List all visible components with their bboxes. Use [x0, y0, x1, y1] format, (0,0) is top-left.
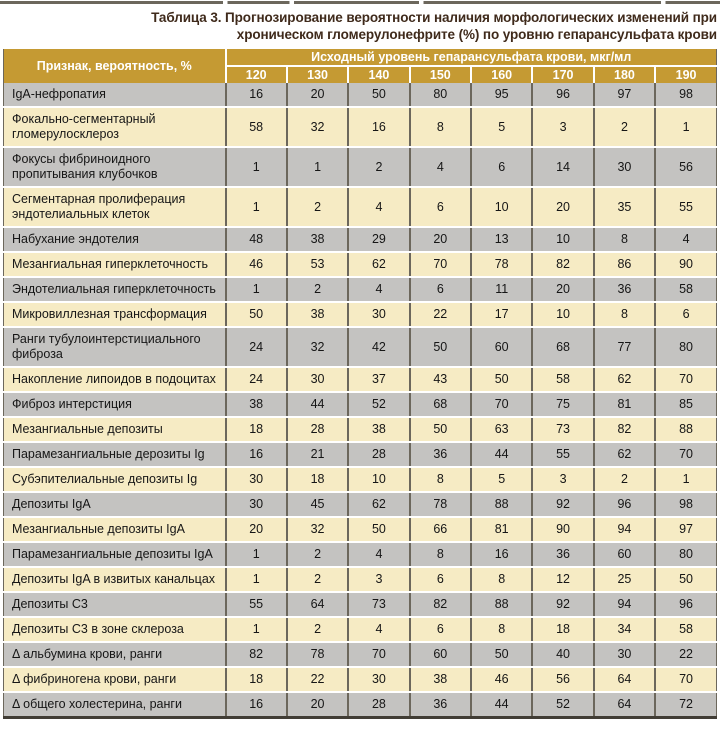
value-cell: 1 — [226, 277, 287, 302]
value-cell: 38 — [287, 302, 348, 327]
value-cell: 16 — [348, 107, 409, 147]
value-cell: 13 — [471, 227, 532, 252]
value-cell: 64 — [287, 592, 348, 617]
row-label: Ранги тубулоинтерстициального фиброза — [4, 327, 226, 367]
value-cell: 85 — [655, 392, 716, 417]
value-cell: 60 — [410, 642, 471, 667]
value-cell: 6 — [410, 617, 471, 642]
value-cell: 44 — [471, 442, 532, 467]
value-cell: 42 — [348, 327, 409, 367]
value-cell: 38 — [348, 417, 409, 442]
value-cell: 62 — [594, 367, 655, 392]
value-cell: 95 — [471, 83, 532, 107]
value-cell: 88 — [471, 492, 532, 517]
value-cell: 10 — [348, 467, 409, 492]
value-cell: 16 — [471, 542, 532, 567]
value-cell: 1 — [655, 107, 716, 147]
row-label: Депозиты IgA в извитых канальцах — [4, 567, 226, 592]
value-cell: 81 — [594, 392, 655, 417]
value-cell: 35 — [594, 187, 655, 227]
value-cell: 38 — [287, 227, 348, 252]
value-cell: 24 — [226, 327, 287, 367]
value-cell: 96 — [594, 492, 655, 517]
value-cell: 48 — [226, 227, 287, 252]
value-cell: 64 — [594, 667, 655, 692]
row-label: Парамезангиальные дерозиты Ig — [4, 442, 226, 467]
table-row — [4, 667, 717, 692]
value-cell: 37 — [348, 367, 409, 392]
level-header: 180 — [594, 66, 655, 83]
table-row — [4, 467, 717, 492]
row-label: Δ фибриногена крови, ранги — [4, 667, 226, 692]
table-row — [4, 327, 717, 367]
value-cell: 97 — [655, 517, 716, 542]
table-row — [4, 227, 717, 252]
value-cell: 46 — [471, 667, 532, 692]
level-header: 190 — [655, 66, 716, 83]
value-cell: 70 — [655, 367, 716, 392]
value-cell: 52 — [348, 392, 409, 417]
row-label: Депозиты IgA — [4, 492, 226, 517]
value-cell: 11 — [471, 277, 532, 302]
value-cell: 18 — [532, 617, 593, 642]
value-cell: 98 — [655, 492, 716, 517]
value-cell: 40 — [532, 642, 593, 667]
value-cell: 30 — [226, 467, 287, 492]
column-header-feature: Признак, вероятность, % — [4, 49, 226, 83]
value-cell: 8 — [410, 542, 471, 567]
value-cell: 53 — [287, 252, 348, 277]
value-cell: 50 — [471, 642, 532, 667]
value-cell: 55 — [226, 592, 287, 617]
value-cell: 70 — [410, 252, 471, 277]
level-header: 160 — [471, 66, 532, 83]
value-cell: 81 — [471, 517, 532, 542]
row-label: Мезангиальная гиперклеточность — [4, 252, 226, 277]
value-cell: 18 — [226, 417, 287, 442]
table-row — [4, 392, 717, 417]
value-cell: 82 — [532, 252, 593, 277]
value-cell: 56 — [655, 147, 716, 187]
table-header — [4, 49, 717, 83]
value-cell: 2 — [348, 147, 409, 187]
row-label: Депозиты С3 в зоне склероза — [4, 617, 226, 642]
level-header: 170 — [532, 66, 593, 83]
value-cell: 44 — [287, 392, 348, 417]
value-cell: 38 — [410, 667, 471, 692]
value-cell: 30 — [348, 302, 409, 327]
row-label: Микровиллезная трансформация — [4, 302, 226, 327]
table-row — [4, 302, 717, 327]
value-cell: 50 — [410, 327, 471, 367]
table-caption: Таблица 3. Прогнозирование вероятности наличия морфологических изменений при хроническом гломерулонефрите (%) по уровню гепарансульфата крови — [151, 10, 717, 42]
value-cell: 14 — [532, 147, 593, 187]
value-cell: 58 — [226, 107, 287, 147]
value-cell: 4 — [348, 542, 409, 567]
level-header: 120 — [226, 66, 287, 83]
table-row — [4, 592, 717, 617]
value-cell: 1 — [287, 147, 348, 187]
value-cell: 1 — [226, 187, 287, 227]
value-cell: 8 — [594, 227, 655, 252]
value-cell: 30 — [594, 642, 655, 667]
value-cell: 56 — [532, 667, 593, 692]
value-cell: 2 — [594, 467, 655, 492]
prognosis-table — [3, 49, 717, 719]
value-cell: 77 — [594, 327, 655, 367]
value-cell: 16 — [226, 83, 287, 107]
value-cell: 62 — [348, 492, 409, 517]
value-cell: 20 — [410, 227, 471, 252]
value-cell: 3 — [532, 107, 593, 147]
table-row — [4, 692, 717, 718]
value-cell: 2 — [287, 542, 348, 567]
value-cell: 28 — [348, 692, 409, 718]
value-cell: 4 — [655, 227, 716, 252]
value-cell: 2 — [287, 187, 348, 227]
value-cell: 30 — [287, 367, 348, 392]
value-cell: 97 — [594, 83, 655, 107]
level-header: 150 — [410, 66, 471, 83]
value-cell: 36 — [532, 542, 593, 567]
table-body — [4, 83, 717, 718]
value-cell: 82 — [226, 642, 287, 667]
value-cell: 62 — [594, 442, 655, 467]
value-cell: 8 — [471, 617, 532, 642]
value-cell: 18 — [226, 667, 287, 692]
table-row — [4, 107, 717, 147]
value-cell: 60 — [471, 327, 532, 367]
row-label: IgA-нефропатия — [4, 83, 226, 107]
value-cell: 8 — [471, 567, 532, 592]
value-cell: 98 — [655, 83, 716, 107]
value-cell: 28 — [287, 417, 348, 442]
value-cell: 50 — [226, 302, 287, 327]
value-cell: 6 — [410, 567, 471, 592]
value-cell: 90 — [532, 517, 593, 542]
value-cell: 4 — [348, 617, 409, 642]
column-header-group: Исходный уровень гепарансульфата крови, мкг/мл — [226, 49, 717, 66]
value-cell: 34 — [594, 617, 655, 642]
value-cell: 1 — [226, 542, 287, 567]
value-cell: 30 — [594, 147, 655, 187]
value-cell: 6 — [410, 277, 471, 302]
value-cell: 70 — [471, 392, 532, 417]
value-cell: 50 — [471, 367, 532, 392]
row-label: Δ общего холестерина, ранги — [4, 692, 226, 718]
value-cell: 1 — [655, 467, 716, 492]
value-cell: 24 — [226, 367, 287, 392]
value-cell: 58 — [655, 617, 716, 642]
level-header: 140 — [348, 66, 409, 83]
value-cell: 1 — [226, 617, 287, 642]
value-cell: 44 — [471, 692, 532, 718]
value-cell: 50 — [410, 417, 471, 442]
value-cell: 88 — [655, 417, 716, 442]
page — [0, 1, 720, 719]
value-cell: 90 — [655, 252, 716, 277]
table-row — [4, 277, 717, 302]
table-row — [4, 492, 717, 517]
value-cell: 43 — [410, 367, 471, 392]
value-cell: 36 — [410, 442, 471, 467]
value-cell: 10 — [471, 187, 532, 227]
value-cell: 36 — [594, 277, 655, 302]
value-cell: 17 — [471, 302, 532, 327]
row-label: Фокусы фибриноидного пропитывания клубочков — [4, 147, 226, 187]
value-cell: 64 — [594, 692, 655, 718]
value-cell: 62 — [348, 252, 409, 277]
value-cell: 70 — [348, 642, 409, 667]
value-cell: 2 — [287, 277, 348, 302]
value-cell: 28 — [348, 442, 409, 467]
value-cell: 78 — [287, 642, 348, 667]
table-row — [4, 367, 717, 392]
value-cell: 2 — [594, 107, 655, 147]
value-cell: 18 — [287, 467, 348, 492]
value-cell: 96 — [532, 83, 593, 107]
value-cell: 72 — [655, 692, 716, 718]
value-cell: 70 — [655, 442, 716, 467]
value-cell: 66 — [410, 517, 471, 542]
table-row — [4, 442, 717, 467]
value-cell: 32 — [287, 517, 348, 542]
row-label: Парамезангиальные депозиты IgA — [4, 542, 226, 567]
value-cell: 20 — [287, 83, 348, 107]
value-cell: 50 — [655, 567, 716, 592]
value-cell: 45 — [287, 492, 348, 517]
table-row — [4, 567, 717, 592]
value-cell: 30 — [226, 492, 287, 517]
value-cell: 2 — [287, 617, 348, 642]
value-cell: 36 — [410, 692, 471, 718]
table-row — [4, 147, 717, 187]
table-row — [4, 252, 717, 277]
value-cell: 2 — [287, 567, 348, 592]
row-label: Сегментарная пролиферация эндотелиальных клеток — [4, 187, 226, 227]
level-header: 130 — [287, 66, 348, 83]
value-cell: 50 — [348, 517, 409, 542]
value-cell: 6 — [655, 302, 716, 327]
row-label: Δ альбумина крови, ранги — [4, 642, 226, 667]
value-cell: 80 — [410, 83, 471, 107]
value-cell: 94 — [594, 592, 655, 617]
value-cell: 16 — [226, 692, 287, 718]
value-cell: 8 — [410, 107, 471, 147]
value-cell: 94 — [594, 517, 655, 542]
value-cell: 58 — [532, 367, 593, 392]
row-label: Фиброз интерстиция — [4, 392, 226, 417]
value-cell: 82 — [410, 592, 471, 617]
value-cell: 1 — [226, 147, 287, 187]
value-cell: 5 — [471, 467, 532, 492]
value-cell: 8 — [410, 467, 471, 492]
value-cell: 73 — [532, 417, 593, 442]
value-cell: 52 — [532, 692, 593, 718]
value-cell: 88 — [471, 592, 532, 617]
value-cell: 73 — [348, 592, 409, 617]
value-cell: 86 — [594, 252, 655, 277]
value-cell: 22 — [410, 302, 471, 327]
value-cell: 20 — [532, 187, 593, 227]
value-cell: 78 — [410, 492, 471, 517]
value-cell: 4 — [348, 277, 409, 302]
value-cell: 55 — [532, 442, 593, 467]
value-cell: 12 — [532, 567, 593, 592]
value-cell: 8 — [594, 302, 655, 327]
value-cell: 82 — [594, 417, 655, 442]
value-cell: 58 — [655, 277, 716, 302]
table-row — [4, 542, 717, 567]
table-row — [4, 187, 717, 227]
value-cell: 29 — [348, 227, 409, 252]
value-cell: 20 — [287, 692, 348, 718]
value-cell: 4 — [410, 147, 471, 187]
value-cell: 92 — [532, 592, 593, 617]
value-cell: 68 — [532, 327, 593, 367]
row-label: Мезангиальные депозиты — [4, 417, 226, 442]
value-cell: 4 — [348, 187, 409, 227]
value-cell: 92 — [532, 492, 593, 517]
value-cell: 78 — [471, 252, 532, 277]
table-row — [4, 617, 717, 642]
value-cell: 10 — [532, 302, 593, 327]
value-cell: 38 — [226, 392, 287, 417]
value-cell: 80 — [655, 327, 716, 367]
row-label: Депозиты С3 — [4, 592, 226, 617]
row-label: Субэпителиальные депозиты Ig — [4, 467, 226, 492]
value-cell: 22 — [655, 642, 716, 667]
value-cell: 96 — [655, 592, 716, 617]
row-label: Мезангиальные депозиты IgA — [4, 517, 226, 542]
row-label: Накопление липоидов в подоцитах — [4, 367, 226, 392]
top-rule-divider — [0, 1, 720, 4]
value-cell: 32 — [287, 327, 348, 367]
row-label: Набухание эндотелия — [4, 227, 226, 252]
value-cell: 3 — [532, 467, 593, 492]
value-cell: 30 — [348, 667, 409, 692]
value-cell: 5 — [471, 107, 532, 147]
value-cell: 60 — [594, 542, 655, 567]
table-row — [4, 417, 717, 442]
value-cell: 20 — [226, 517, 287, 542]
row-label: Эндотелиальная гиперклеточность — [4, 277, 226, 302]
value-cell: 25 — [594, 567, 655, 592]
value-cell: 80 — [655, 542, 716, 567]
value-cell: 3 — [348, 567, 409, 592]
value-cell: 50 — [348, 83, 409, 107]
value-cell: 16 — [226, 442, 287, 467]
table-row — [4, 517, 717, 542]
row-label: Фокально-сегментарный гломерулосклероз — [4, 107, 226, 147]
value-cell: 1 — [226, 567, 287, 592]
value-cell: 68 — [410, 392, 471, 417]
value-cell: 21 — [287, 442, 348, 467]
value-cell: 55 — [655, 187, 716, 227]
value-cell: 6 — [471, 147, 532, 187]
value-cell: 22 — [287, 667, 348, 692]
value-cell: 46 — [226, 252, 287, 277]
value-cell: 20 — [532, 277, 593, 302]
value-cell: 10 — [532, 227, 593, 252]
header-row-group — [4, 49, 717, 66]
value-cell: 6 — [410, 187, 471, 227]
value-cell: 70 — [655, 667, 716, 692]
value-cell: 75 — [532, 392, 593, 417]
table-row — [4, 83, 717, 107]
value-cell: 63 — [471, 417, 532, 442]
table-row — [4, 642, 717, 667]
value-cell: 32 — [287, 107, 348, 147]
